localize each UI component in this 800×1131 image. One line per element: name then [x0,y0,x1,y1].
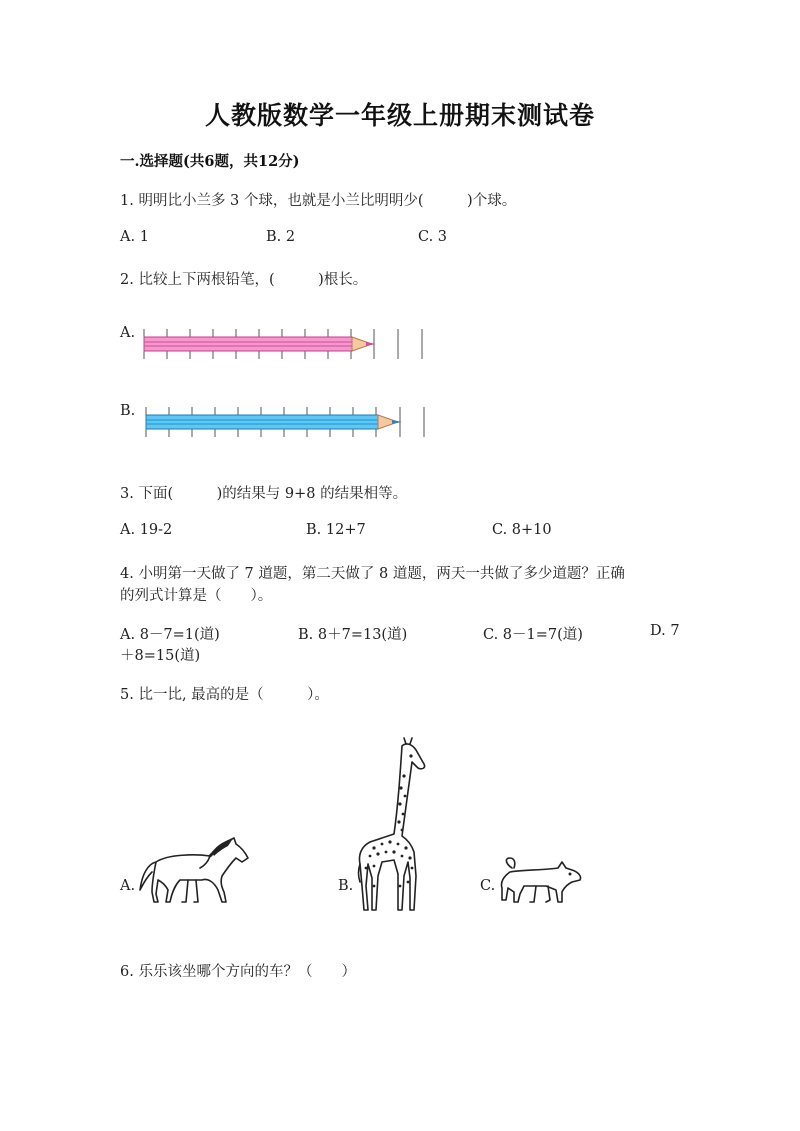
question-6: 6. 乐乐该坐哪个方向的车？（ ） [120,964,356,980]
pencil-b [146,415,402,429]
page-title: 人教版数学一年级上册期末测试卷 [204,101,595,130]
q5-option-b[interactable]: B. [338,878,354,894]
q1-option-b[interactable]: B. 2 [266,229,296,245]
question-2: 2. 比较上下两根铅笔，( )根长。 [120,272,368,288]
question-3: 3. 下面( )的结果与 9+8 的结果相等。 [120,486,408,502]
question-4-line-2: 的列式计算是（ ）。 [120,588,273,604]
q4-option-a[interactable]: A. 8－7=1(道) [120,627,220,643]
question-4-line-1: 4. 小明第一天做了 7 道题，第二天做了 8 道题，两天一共做了多少道题？正确 [120,566,625,582]
q5-option-a[interactable]: A. [120,878,136,894]
question-5: 5. 比一比, 最高的是（ ）。 [120,687,329,703]
pencil-a [144,337,376,351]
pencil-a-with-ruler [136,325,436,363]
giraffe-icon [354,736,428,914]
q2-option-b[interactable]: B. [120,403,136,419]
q1-option-c[interactable]: C. 3 [418,229,448,245]
q3-option-b[interactable]: B. 12+7 [306,522,366,538]
q1-option-a[interactable]: A. 1 [120,229,149,245]
q2-option-a[interactable]: A. [120,325,136,341]
q4-option-c[interactable]: C. 8－1=7(道) [483,627,583,643]
question-1: 1. 明明比小兰多 3 个球，也就是小兰比明明少( )个球。 [120,193,517,209]
q4-option-d-continued: ＋8=15(道) [120,648,201,664]
q4-option-b[interactable]: B. 8＋7=13(道) [298,627,408,643]
section-heading: 一.选择题(共6题，共12分) [120,153,300,170]
q4-option-d[interactable]: D. 7 [650,623,680,639]
q3-option-c[interactable]: C. 8+10 [492,522,552,538]
horse-icon [138,836,250,908]
dog-icon [496,856,584,906]
q3-option-a[interactable]: A. 19-2 [120,522,173,538]
pencil-b-with-ruler [136,403,436,441]
q5-option-c[interactable]: C. [480,878,496,894]
